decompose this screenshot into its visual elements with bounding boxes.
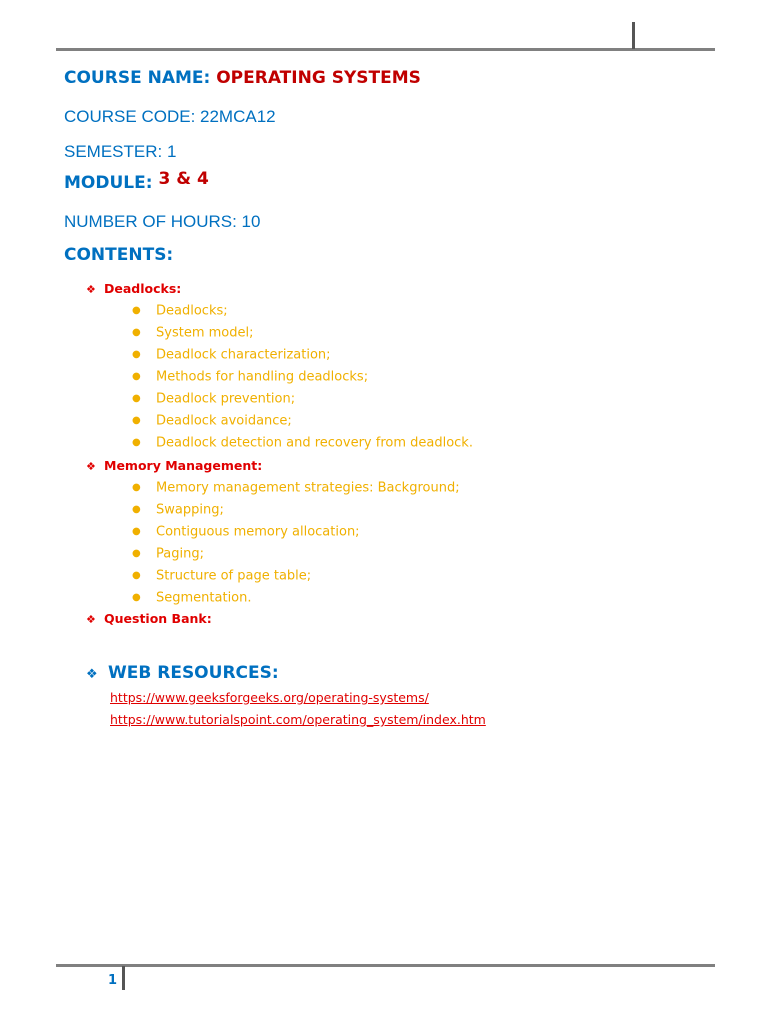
bullet-dot-icon: ● (132, 305, 141, 316)
diamond-bullet-icon: ❖ (86, 613, 96, 626)
footer-tick-mark (122, 966, 125, 990)
link-geeksforgeeks[interactable]: https://www.geeksforgeeks.org/operating-systems/ (110, 690, 429, 705)
module-line (64, 169, 209, 193)
list-item (132, 522, 460, 544)
bullet-dot-icon: ● (132, 482, 141, 493)
list-item-text: Contiguous memory allocation; (156, 524, 360, 540)
list-item (132, 411, 473, 433)
list-item (132, 301, 473, 323)
bullet-dot-icon: ● (132, 526, 141, 537)
list-item-text: Deadlock detection and recovery from deadlock. (156, 435, 473, 451)
list-item-text: System model; (156, 325, 254, 341)
section-title: Question Bank: (104, 611, 212, 626)
web-resources-heading (86, 663, 279, 683)
list-item-text: Paging; (156, 546, 204, 562)
bullet-dot-icon: ● (132, 592, 141, 603)
number-of-hours: NUMBER OF HOURS: 10 (64, 212, 261, 231)
list-item-text: Segmentation. (156, 590, 252, 606)
bullet-dot-icon: ● (132, 548, 141, 559)
bullet-dot-icon: ● (132, 570, 141, 581)
list-item-text: Deadlock avoidance; (156, 413, 292, 429)
header-rule (56, 48, 715, 51)
bullet-dot-icon: ● (132, 327, 141, 338)
semester: SEMESTER: 1 (64, 142, 177, 161)
list-item (132, 433, 473, 455)
module-label: MODULE: (64, 173, 153, 193)
list-item (132, 588, 460, 610)
section-question-bank (86, 611, 212, 626)
list-item (132, 566, 460, 588)
memory-management-list (132, 478, 460, 610)
list-item-text: Deadlock prevention; (156, 391, 296, 407)
list-item-text: Deadlock characterization; (156, 347, 331, 363)
list-item-text: Memory management strategies: Background; (156, 480, 460, 496)
list-item (132, 345, 473, 367)
bullet-dot-icon: ● (132, 415, 141, 426)
list-item (132, 544, 460, 566)
list-item-text: Deadlocks; (156, 303, 228, 319)
list-item-text: Swapping; (156, 502, 224, 518)
list-item (132, 367, 473, 389)
header-tick-mark (632, 22, 635, 49)
list-item (132, 323, 473, 345)
page-number: 1 (108, 973, 118, 988)
list-item-text: Methods for handling deadlocks; (156, 369, 369, 385)
deadlocks-list (132, 301, 473, 455)
bullet-dot-icon: ● (132, 349, 141, 360)
contents-heading: CONTENTS: (64, 245, 174, 265)
course-code: COURSE CODE: 22MCA12 (64, 107, 276, 126)
course-name-value: OPERATING SYSTEMS (216, 68, 421, 88)
bullet-dot-icon: ● (132, 393, 141, 404)
list-item (132, 389, 473, 411)
section-title: Memory Management: (104, 458, 263, 473)
diamond-bullet-icon: ❖ (86, 460, 96, 473)
course-name-label: COURSE NAME: (64, 68, 211, 88)
list-item-text: Structure of page table; (156, 568, 312, 584)
section-memory-management (86, 458, 262, 473)
diamond-bullet-icon: ❖ (86, 667, 98, 682)
web-resources-title: WEB RESOURCES: (108, 663, 279, 683)
bullet-dot-icon: ● (132, 371, 141, 382)
bullet-dot-icon: ● (132, 437, 141, 448)
section-deadlocks (86, 281, 181, 296)
list-item (132, 478, 460, 500)
module-value: 3 & 4 (158, 169, 209, 189)
bullet-dot-icon: ● (132, 504, 141, 515)
section-title: Deadlocks: (104, 281, 182, 296)
link-tutorialspoint[interactable]: https://www.tutorialspoint.com/operating_system/index.htm (110, 712, 486, 727)
diamond-bullet-icon: ❖ (86, 283, 96, 296)
course-name-line (64, 68, 421, 88)
footer-rule (56, 964, 715, 967)
list-item (132, 500, 460, 522)
